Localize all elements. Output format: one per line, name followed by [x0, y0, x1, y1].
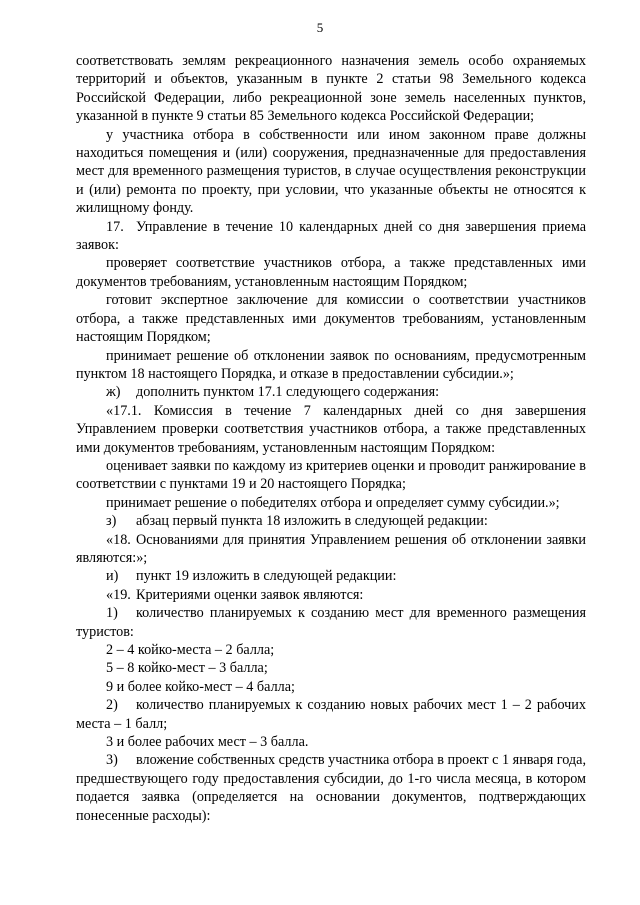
paragraph-text: Критериями оценки заявок являются: [136, 586, 364, 603]
item-marker: ж) [106, 384, 121, 401]
paragraph-text: дополнить пунктом 17.1 следующего содержания: [136, 384, 440, 401]
item-marker: 17. [106, 218, 124, 235]
numbered-paragraph [76, 512, 586, 530]
paragraph: 9 и более койко-мест – 4 балла; [106, 678, 295, 695]
paragraph: принимает решение о победителях отбора и определяет сумму субсидии.»; [106, 494, 560, 511]
paragraph-text: абзац первый пункта 18 изложить в следующей редакции: [136, 513, 488, 530]
numbered-paragraph [76, 218, 586, 255]
item-marker: и) [106, 568, 119, 585]
numbered-paragraph [76, 604, 586, 641]
paragraph: 2 – 4 койко-места – 2 балла; [106, 642, 275, 658]
page-number: 5 [316, 20, 324, 35]
paragraph-text: Основаниями для принятия Управлением решения об отклонении заявки являются:»; [76, 531, 586, 566]
paragraph-text: вложение собственных средств участника отбора в проект с 1 января года, предшествующего году предоставления субсидии, до 1-го числа месяца, в котором подается заявка (определяется на основании документов, подтверждающих понесенные расходы): [76, 752, 586, 824]
numbered-paragraph [76, 586, 586, 604]
paragraph: соответствовать землям рекреационного назначения земель особо охраняемых территорий и объектов, указанным в пункте 2 статьи 98 Земельного кодекса Российской Федерации, либо рекреационной зоне земель населенных пунктов, указанной в пункте 9 статьи 85 Земельного кодекса Российской Федерации; [76, 53, 586, 125]
document-body [76, 52, 586, 825]
numbered-paragraph [76, 531, 586, 568]
paragraph: проверяет соответствие участников отбора, а также представленных ими документов требованиям, установленным настоящим Порядком; [76, 255, 586, 290]
paragraph-text: пункт 19 изложить в следующей редакции: [136, 568, 397, 585]
paragraph: 3 и более рабочих мест – 3 балла. [106, 734, 309, 751]
item-marker: 1) [106, 605, 118, 622]
numbered-paragraph [76, 751, 586, 825]
paragraph-text: Управление в течение 10 календарных дней со дня завершения приема заявок: [76, 218, 586, 254]
item-marker: «18. [106, 531, 131, 548]
paragraph: готовит экспертное заключение для комиссии о соответствии участников отбора, а также представленных ими документов требованиям, установленным настоящим Порядком; [76, 292, 586, 346]
numbered-paragraph [76, 696, 586, 733]
item-marker: 3) [106, 752, 118, 769]
item-marker: з) [106, 513, 117, 530]
paragraph-text: количество планируемых к созданию мест для временного размещения туристов: [76, 605, 586, 640]
paragraph: принимает решение об отклонении заявок по основаниям, предусмотренным пунктом 18 настоящего Порядка, и отказе в предоставлении субсидии.»; [76, 347, 586, 382]
numbered-paragraph [76, 567, 586, 585]
paragraph: «17.1. Комиссия в течение 7 календарных дней со дня завершения Управлением проверки соответствия участников отбора, а также представленных ими документов требованиям, установленным настоящим Порядком: [76, 402, 586, 456]
item-marker: «19. [106, 586, 131, 603]
item-marker: 2) [106, 697, 118, 714]
paragraph: оценивает заявки по каждому из критериев оценки и проводит ранжирование в соответствии с пунктами 19 и 20 настоящего Порядка; [76, 457, 586, 493]
numbered-paragraph [76, 383, 586, 401]
paragraph: 5 – 8 койко-мест – 3 балла; [106, 660, 268, 677]
paragraph: у участника отбора в собственности или ином законном праве должны находиться помещения и (или) сооружения, предназначенные для предоставления мест для временного размещения туристов, в случае осуществления реконструкции и (или) ремонта по проекту, при условии, что указанные объекты не относятся к жилищному фонду. [76, 126, 586, 217]
paragraph-text: количество планируемых к созданию новых рабочих мест 1 – 2 рабочих места – 1 балл; [76, 697, 586, 732]
